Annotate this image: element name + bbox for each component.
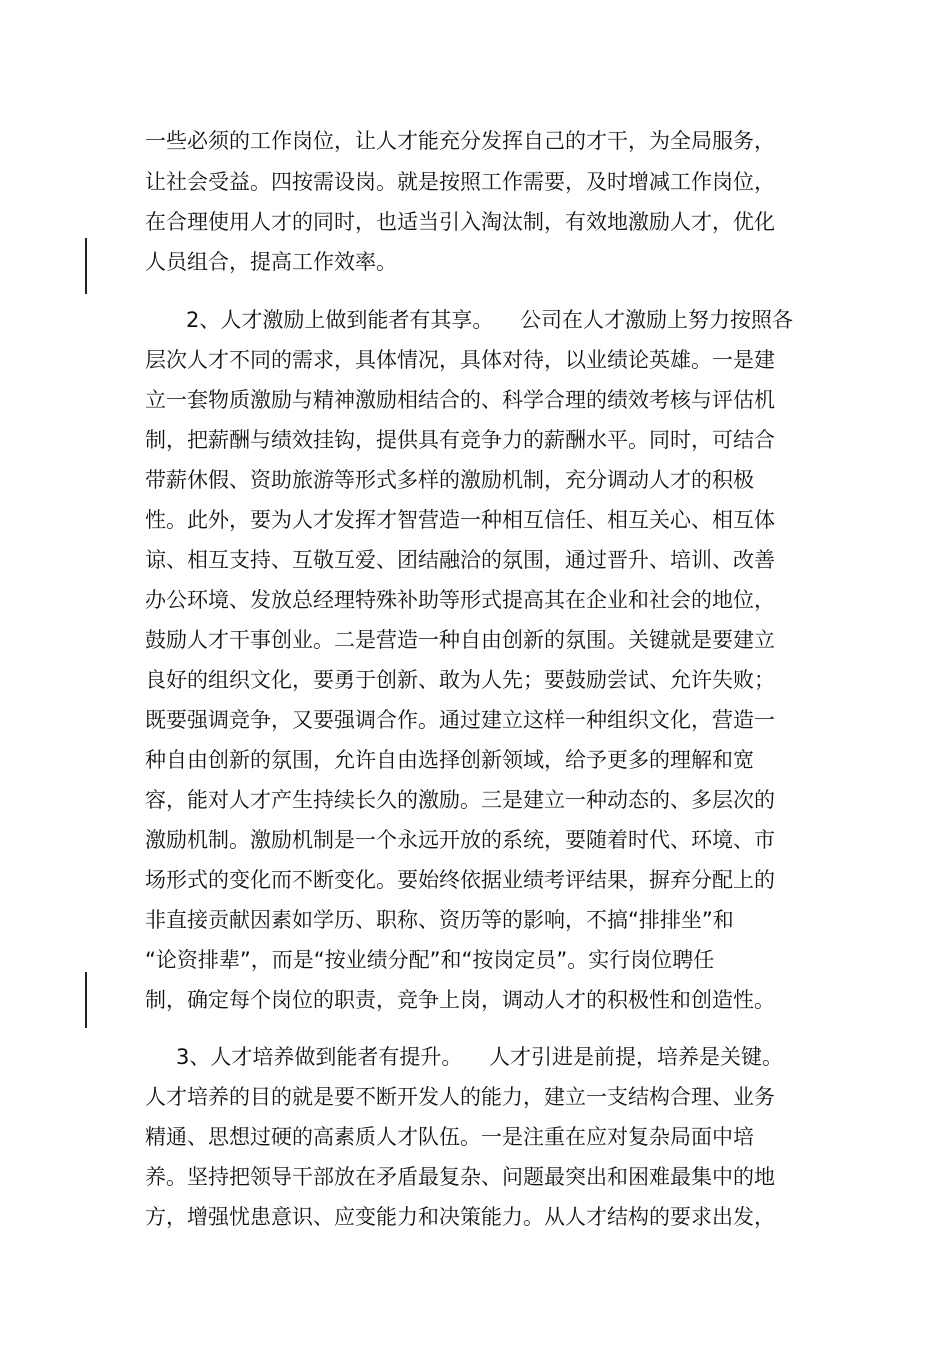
margin-revision-mark	[85, 238, 87, 294]
text-line: 制，把薪酬与绩效挂钩，提供具有竞争力的薪酬水平。同时，可结合	[145, 428, 775, 452]
text-line: 容，能对人才产生持续长久的激励。三是建立一种动态的、多层次的	[145, 788, 775, 812]
section-heading-line: 3、人才培养做到能者有提升。 人才引进是前提，培养是关键。	[176, 1045, 784, 1069]
text-line: 鼓励人才干事创业。二是营造一种自由创新的氛围。关键就是要建立	[145, 628, 775, 652]
text-line: “论资排辈”，而是“按业绩分配”和“按岗定员”。实行岗位聘任	[145, 948, 715, 972]
text-line: 人才培养的目的就是要不断开发人的能力，建立一支结构合理、业务	[145, 1085, 775, 1109]
text-line: 层次人才不同的需求，具体情况，具体对待，以业绩论英雄。一是建	[145, 348, 775, 372]
text-line: 制，确定每个岗位的职责，竞争上岗，调动人才的积极性和创造性。	[145, 988, 775, 1012]
text-line: 性。此外，要为人才发挥才智营造一种相互信任、相互关心、相互体	[145, 508, 775, 532]
text-line: 精通、思想过硬的高素质人才队伍。一是注重在应对复杂局面中培	[145, 1125, 754, 1149]
text-line: 良好的组织文化，要勇于创新、敢为人先；要鼓励尝试、允许失败；	[145, 668, 775, 692]
text-line: 激励机制。激励机制是一个永远开放的系统，要随着时代、环境、市	[145, 828, 775, 852]
text-line: 在合理使用人才的同时，也适当引入淘汰制，有效地激励人才，优化	[145, 210, 775, 234]
text-line: 养。坚持把领导干部放在矛盾最复杂、问题最突出和困难最集中的地	[145, 1165, 775, 1189]
margin-revision-mark	[85, 972, 87, 1028]
text-line: 谅、相互支持、互敬互爱、团结融洽的氛围，通过晋升、培训、改善	[145, 548, 775, 572]
text-line: 一些必须的工作岗位，让人才能充分发挥自己的才干，为全局服务，	[145, 129, 775, 153]
section-heading-line: 2、人才激励上做到能者有其享。 公司在人才激励上努力按照各	[186, 308, 794, 332]
text-line: 非直接贡献因素如学历、职称、资历等的影响，不搞“排排坐”和	[145, 908, 734, 932]
text-line: 人员组合，提高工作效率。	[145, 250, 397, 274]
text-line: 既要强调竞争，又要强调合作。通过建立这样一种组织文化，营造一	[145, 708, 775, 732]
text-line: 带薪休假、资助旅游等形式多样的激励机制，充分调动人才的积极	[145, 468, 754, 492]
text-line: 方，增强忧患意识、应变能力和决策能力。从人才结构的要求出发，	[145, 1205, 775, 1229]
text-line: 种自由创新的氛围，允许自由选择创新领域，给予更多的理解和宽	[145, 748, 754, 772]
text-line: 办公环境、发放总经理特殊补助等形式提高其在企业和社会的地位，	[145, 588, 775, 612]
text-line: 让社会受益。四按需设岗。就是按照工作需要，及时增减工作岗位，	[145, 170, 775, 194]
text-line: 立一套物质激励与精神激励相结合的、科学合理的绩效考核与评估机	[145, 388, 775, 412]
text-line: 场形式的变化而不断变化。要始终依据业绩考评结果，摒弃分配上的	[145, 868, 775, 892]
